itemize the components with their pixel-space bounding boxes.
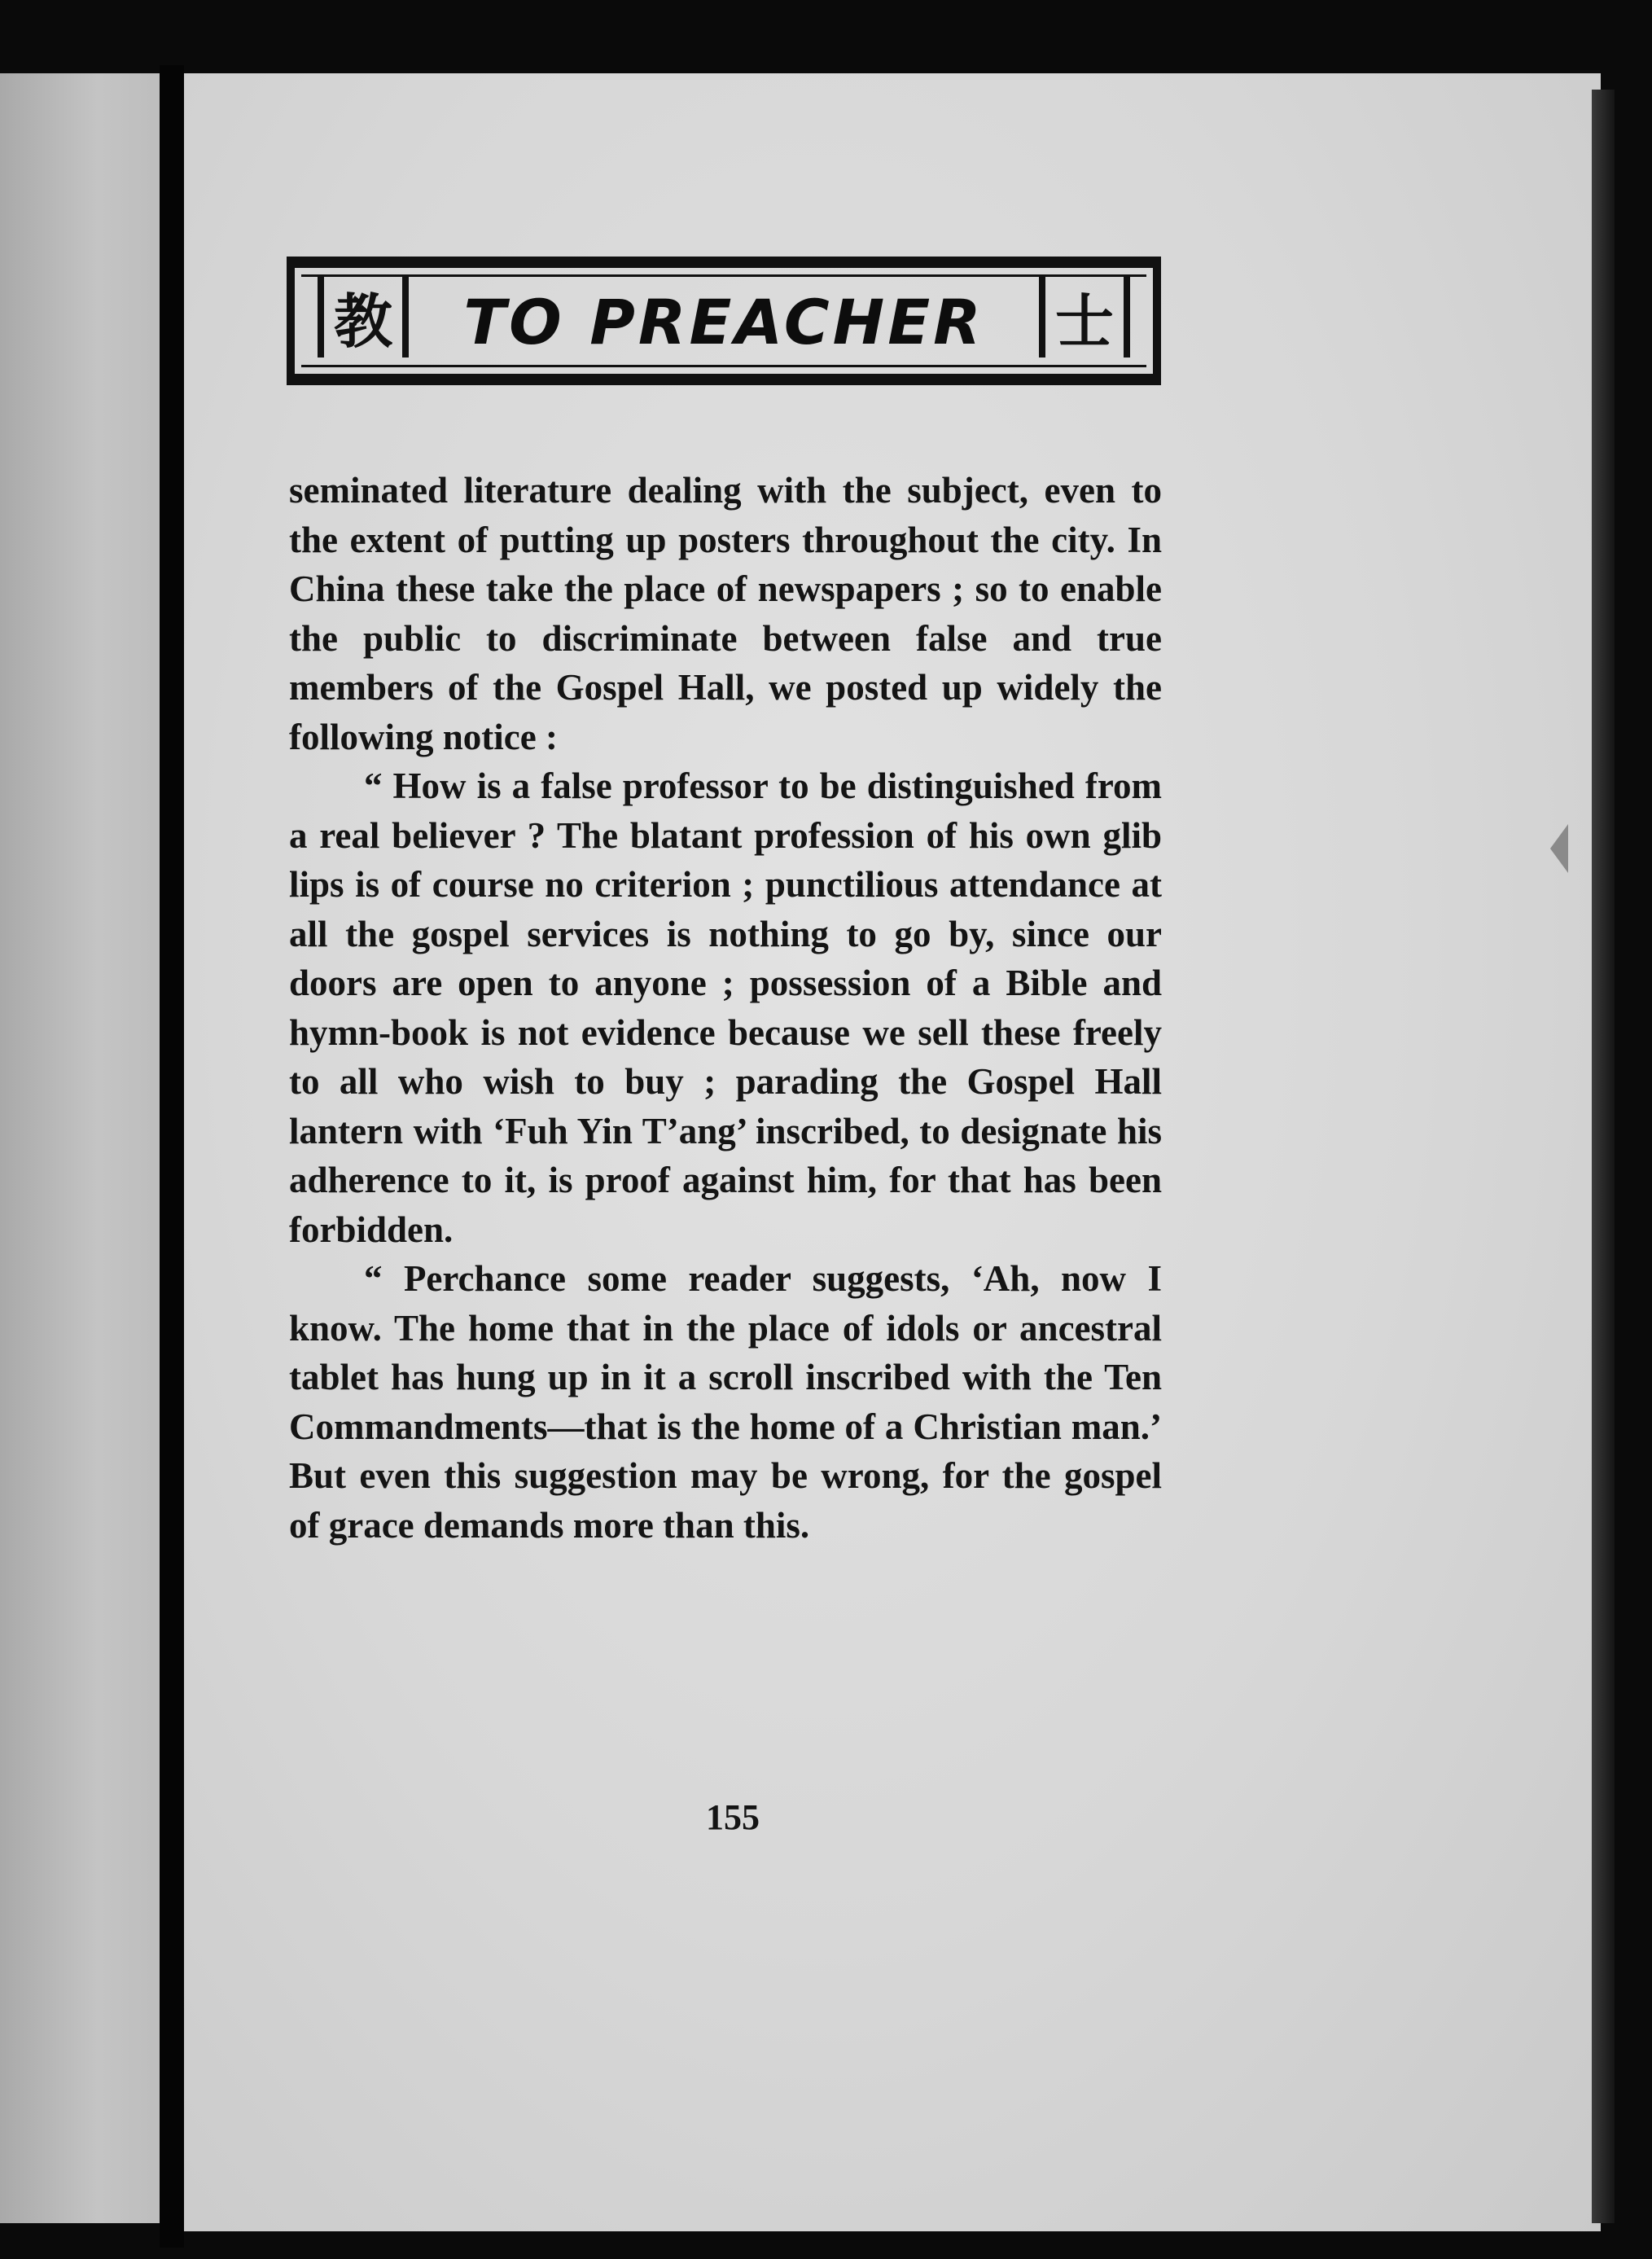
page-number: 155 (706, 1797, 760, 1837)
paragraph-1: seminated literature dealing with the subject, even to the extent of putting up posters throughout the city. In China these take the place of newspapers ; so to enable the public to discriminate between false and true members of the Gospel Hall, we posted up widely the following notice : (289, 470, 1162, 757)
page-right-edge (1592, 90, 1615, 2223)
page-nick-mark (1550, 824, 1568, 873)
running-head-title: TO PREACHER (463, 285, 984, 358)
paragraph-2: “ How is a false professor to be distinguished from a real believer ? The blatant profession of his own glib lips is of course no criterion ; punctilious attendance at all the gospel services is nothing to go by, since our doors are open to anyone ; possession of a Bible and hymn-book is not evidence because we sell these freely to all who wish to buy ; parading the Gospel Hall lantern with ‘Fuh Yin T’ang’ inscribed, to designate his adherence to it, is proof against him, for that has been forbidden. (289, 765, 1162, 1250)
book-gutter (160, 65, 184, 2248)
header-right-glyph: 士 (1039, 276, 1130, 357)
paragraph-3: “ Perchance some reader suggests, ‘Ah, now I know. The home that in the place of idols or ancestral tablet has hung up in it a scroll inscribed with the Ten Commandments—that is the home of a Christian man.’ But even this suggestion may be wrong, for the gospel of grace demands more than this. (289, 1258, 1162, 1546)
facing-page-edge (0, 73, 163, 2223)
header-left-glyph: 教 (318, 276, 409, 357)
chapter-header-banner (287, 257, 1161, 385)
body-text (289, 466, 1162, 1550)
